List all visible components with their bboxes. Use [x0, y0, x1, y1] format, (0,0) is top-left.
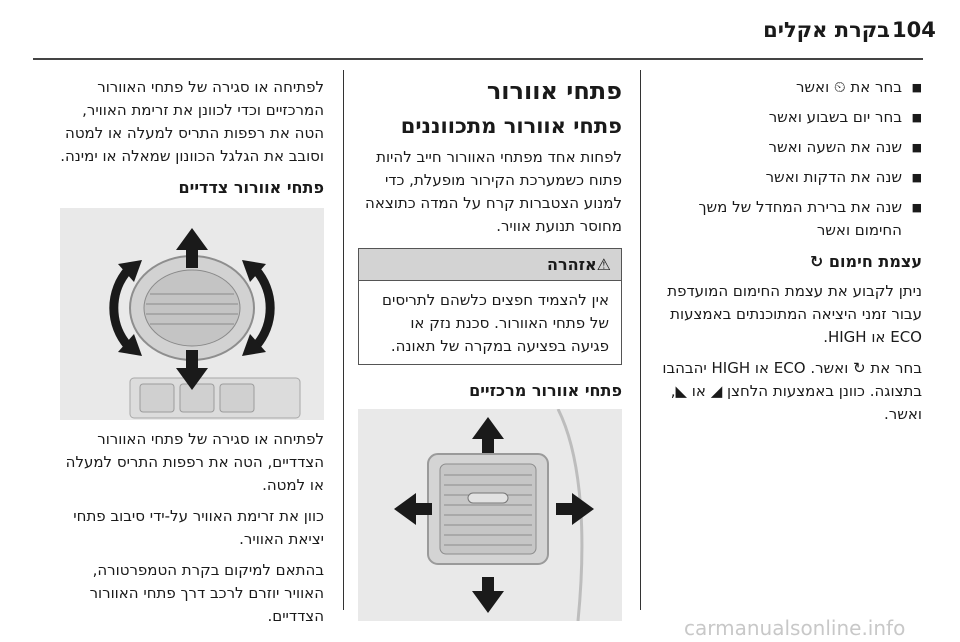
warning-body: אין להצמיד חפצים כלשהם לתריסים של פתחי האוורור. סכנת נזק או פגיעה בפציעה במקרה של תאונה. [382, 291, 609, 355]
list-item: ■ בחר יום בשבוע ואשר [652, 106, 922, 129]
heating-intensity-paragraph: ניתן לקבוע את עצמת החימום המועדפת עבור זמני היציאה המתוכנתים באמצעות ECO או HIGH. [667, 282, 922, 346]
warning-title: ⚠אזהרה [359, 249, 621, 281]
left-column [60, 76, 324, 636]
list-item: ■ שנה את ברירת המחדל של משך החימום ואשר [652, 196, 922, 242]
section-title: פתחי אוורור [486, 77, 622, 105]
header-divider [33, 58, 923, 60]
airflow-paragraph: כוון את זרימת האוויר על-ידי סיבוב פתחי יציאת האוויר. [73, 507, 324, 548]
list-item: ■ שנה את השעה ואשר [652, 136, 922, 159]
vents-paragraph: לפחות אחד מפתחי האוורור חייב להיות פתוח כשמערכת הקירור מופעלת, כדי למנוע הצטברות קרח על המדה כתוצאה מחוסר תנועת אוויר. [365, 148, 622, 235]
subsection-title: פתחי אוורור מתכווננים [400, 114, 622, 138]
instruction-list [652, 76, 922, 242]
figure-title: פתחי אוורור מרכזיים [469, 381, 622, 400]
page-header [0, 0, 960, 60]
watermark: carmanualsonline.info [684, 616, 906, 640]
central-vents-paragraph: לפתיחה או סגירה של פתחי האוורור המרכזיים וכדי לכוונן את זרימת האוויר, הטה את רפפות התריס למעלה או למטה וסובב את הגלגל הכוונון שמאלה או ימינה. [60, 78, 324, 165]
middle-column [358, 76, 622, 621]
heating-intensity-heading: עצמת חימום ↻ [809, 252, 922, 271]
heating-instruction-paragraph: בחר את ↻ ואשר. ECO או HIGH יהבהבו בתצוגה. כוונן באמצעות הלחצן ◢ או ◣, ואשר. [662, 359, 922, 423]
column-divider-left [343, 70, 344, 610]
central-vents-drawing [358, 409, 622, 621]
side-vent-drawing [60, 208, 324, 420]
warning-box [358, 248, 622, 365]
right-column [652, 76, 922, 434]
side-vents-paragraph: לפתיחה או סגירה של פתחי האוורור הצדדיים, הטה את רפפות התריס למעלה או למטה. [65, 430, 324, 494]
list-item: ■ בחר את ⏲ ואשר [652, 76, 922, 99]
column-divider-right [640, 70, 641, 610]
side-vents-heading: פתחי אוורור צדדיים [178, 178, 324, 197]
temperature-paragraph: בהתאם למיקום בקרת הטמפרטורה, האוויר יוזרם לרכב דרך פתחי האוורור הצדדיים. [89, 561, 324, 625]
list-item: ■ שנה את הדקות ואשר [652, 166, 922, 189]
side-vent-illustration [60, 208, 324, 420]
page-number: 104 [892, 18, 936, 42]
page-title: בקרת אקלים [763, 18, 890, 42]
central-vents-illustration [358, 409, 622, 621]
